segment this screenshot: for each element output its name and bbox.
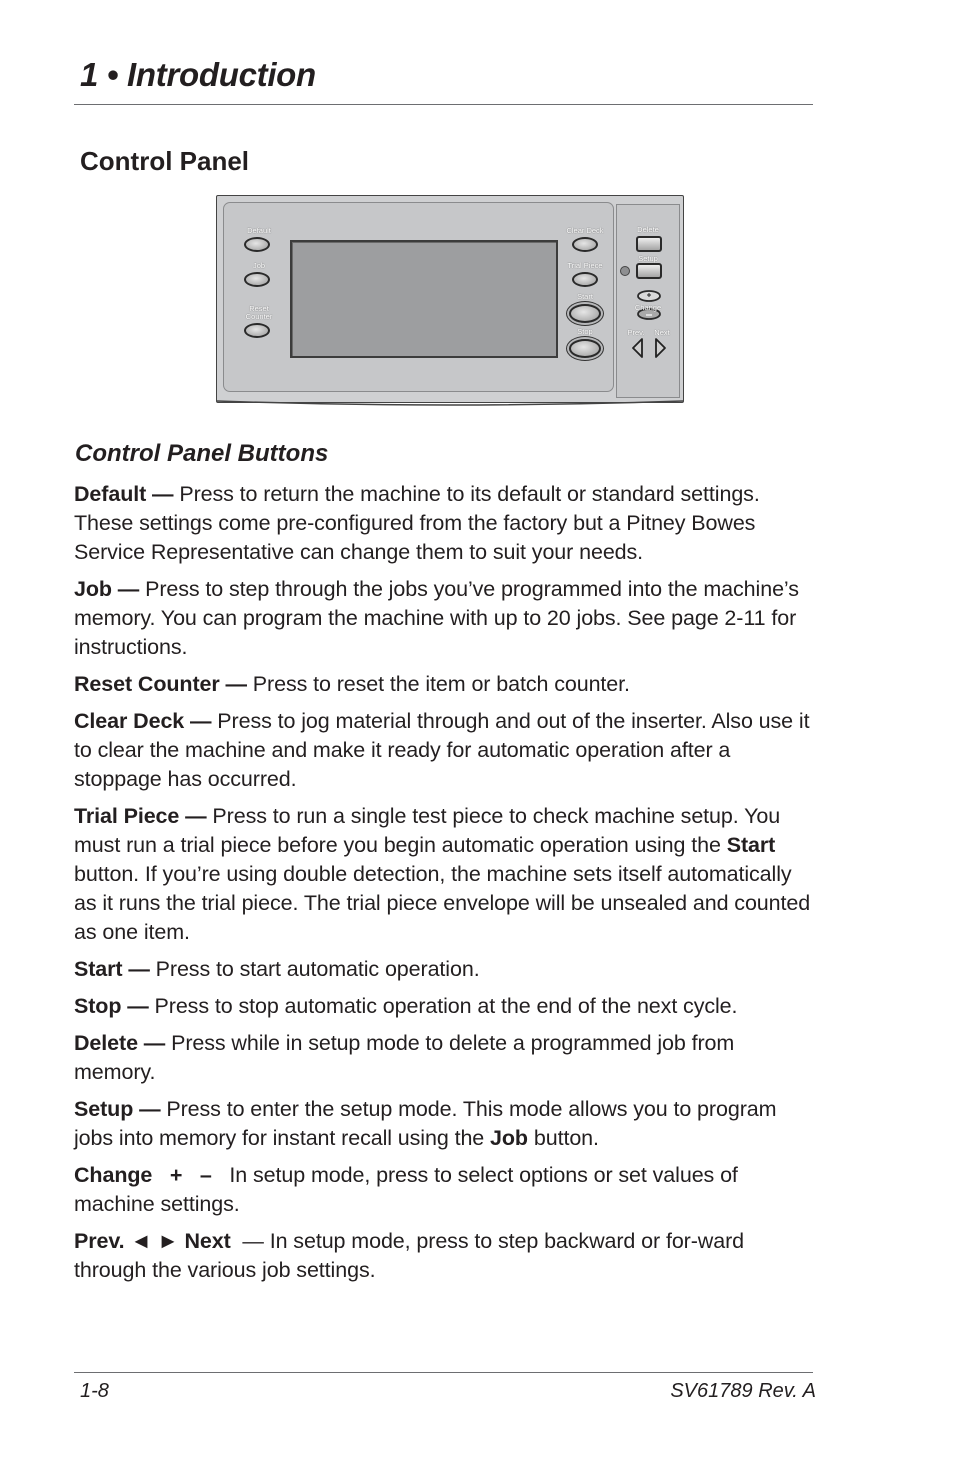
panel-start-button (569, 304, 601, 323)
entry-stop (74, 992, 814, 1021)
desc-trial-piece-1: Press to run a single test piece to check machine setup. You must run a trial piece before you begin automatic operation using the (74, 804, 781, 857)
term-stop: Stop — (74, 994, 149, 1018)
panel-label-prev: Prev. (627, 328, 645, 337)
panel-label-start: Start (577, 292, 593, 301)
desc-trial-piece-2: button. If you’re using double detection, the machine sets itself automatically as it runs the trial piece. The trial piece envelope will be unsealed and counted as one item. (74, 862, 811, 944)
panel-default-button (244, 237, 270, 252)
panel-base-edge (215, 400, 685, 408)
triangle-left-icon (631, 337, 644, 359)
term-clear-deck: Clear Deck — (74, 709, 212, 733)
entry-setup (74, 1095, 814, 1153)
header-rule (74, 104, 813, 105)
desc-setup-bold: Job (490, 1126, 528, 1150)
panel-label-counter: Counter (245, 312, 273, 321)
panel-label-clear-deck: Clear Deck (566, 226, 604, 235)
panel-label-setup: Setup (638, 254, 658, 263)
term-reset-counter: Reset Counter — (74, 672, 247, 696)
desc-setup-1: Press to enter the setup mode. This mode allows you to program jobs into memory for instant recall using the (74, 1097, 777, 1150)
subsection-title: Control Panel Buttons (75, 440, 329, 467)
entry-reset-counter (74, 670, 814, 699)
entry-clear-deck (74, 707, 814, 794)
term-default: Default — (74, 482, 174, 506)
panel-label-reset: Reset (249, 304, 269, 313)
entry-job (74, 575, 814, 662)
desc-start: Press to start automatic operation. (149, 957, 480, 981)
term-trial-piece: Trial Piece — (74, 804, 207, 828)
term-setup: Setup — (74, 1097, 161, 1121)
entry-prev-next (74, 1227, 814, 1285)
panel-trial-piece-button (572, 272, 598, 287)
desc-reset-counter: Press to reset the item or batch counter. (246, 672, 630, 696)
desc-change: In setup mode, press to select options or set values of machine settings. (74, 1163, 744, 1216)
panel-stop-button (569, 339, 601, 358)
entry-trial-piece (74, 802, 814, 947)
panel-label-change: Change (634, 303, 662, 312)
panel-indicator-light (620, 266, 630, 276)
panel-reset-counter-button (244, 323, 270, 338)
desc-default: Press to return the machine to its default or standard settings. These settings come pre-configured from the factory but a Pitney Bowes Service Representative can change them to suit your needs. (74, 482, 760, 564)
panel-label-next: Next (654, 328, 670, 337)
term-start: Start — (74, 957, 150, 981)
entry-start (74, 955, 814, 984)
panel-label-stop: Stop (577, 327, 593, 336)
panel-label-delete: Delete (637, 225, 659, 234)
term-change: Change + – (74, 1163, 212, 1187)
page-number: 1-8 (80, 1380, 109, 1402)
desc-setup-2: button. (527, 1126, 599, 1150)
desc-prev-next: — In setup mode, press to step backward or for-ward through the various job settings. (74, 1229, 750, 1282)
entry-default (74, 480, 814, 567)
desc-job: Press to step through the jobs you’ve programmed into the machine’s memory. You can program the machine with up to 20 jobs. See page 2-11 for instructions. (74, 577, 799, 659)
panel-clear-deck-button (572, 237, 598, 252)
panel-setup-button (636, 263, 662, 279)
entry-change (74, 1161, 814, 1219)
triangle-right-icon (654, 337, 667, 359)
panel-label-job: Job (252, 261, 266, 270)
panel-job-button (244, 272, 270, 287)
desc-trial-piece-bold: Start (726, 833, 776, 857)
desc-clear-deck: Press to jog material through and out of the inserter. Also use it to clear the machine and make it ready for automatic operation after a stoppage has occurred. (74, 709, 810, 791)
chapter-title: 1 • Introduction (80, 56, 316, 93)
term-delete: Delete — (74, 1031, 166, 1055)
panel-label-trial-piece: Trial Piece (567, 261, 603, 270)
document-id: SV61789 Rev. A (670, 1380, 816, 1402)
panel-display-screen (290, 240, 558, 358)
section-title: Control Panel (80, 146, 250, 176)
panel-delete-button (636, 236, 662, 252)
term-job: Job — (74, 577, 140, 601)
desc-stop: Press to stop automatic operation at the end of the next cycle. (148, 994, 738, 1018)
panel-label-default: Default (247, 226, 271, 235)
footer-rule (74, 1372, 813, 1373)
entry-delete (74, 1029, 814, 1087)
button-descriptions (74, 480, 814, 1293)
term-prev-next: Prev. ◄ ► Next (74, 1229, 231, 1253)
control-panel-illustration (216, 195, 684, 403)
desc-delete: Press while in setup mode to delete a programmed job from memory. (74, 1031, 735, 1084)
